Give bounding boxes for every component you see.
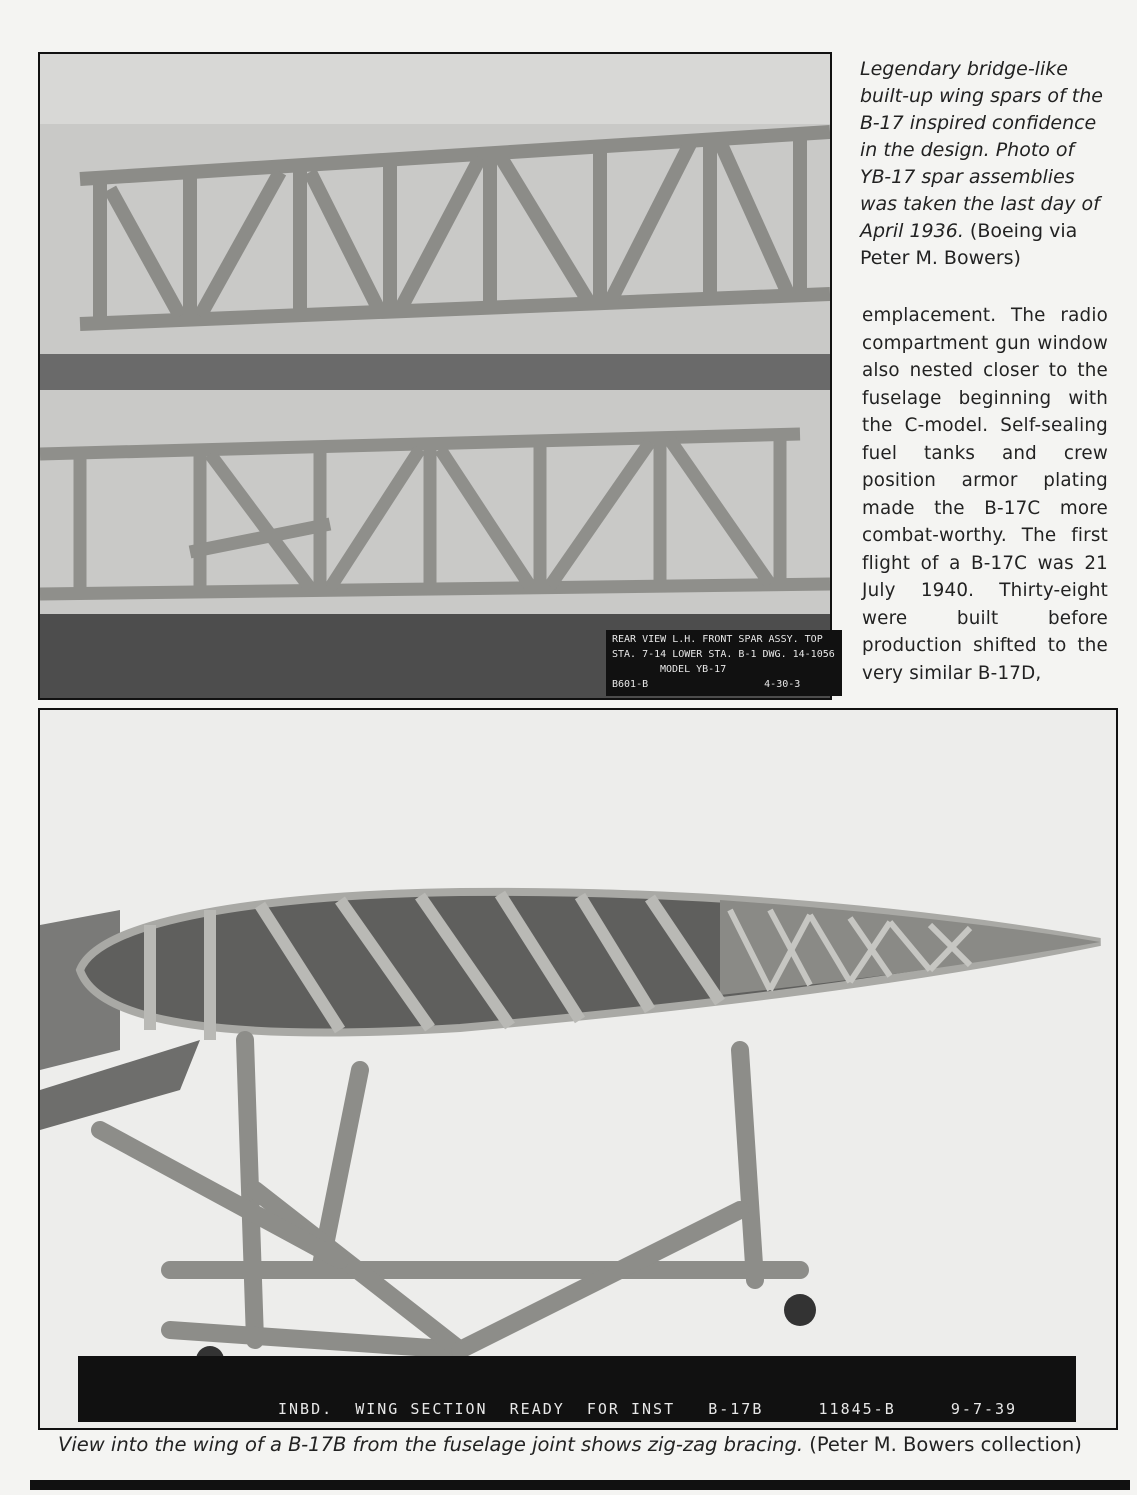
negative-id-plate xyxy=(606,630,842,696)
spar-assemblies-photo xyxy=(38,52,832,700)
plate-negative-number: B601-B xyxy=(612,679,649,690)
plate-date: 4-30-3 xyxy=(764,679,801,690)
wing-section-drawing xyxy=(40,710,1116,1428)
plate-line-3: MODEL YB-17 xyxy=(660,664,727,675)
bottom-rule xyxy=(30,1480,1130,1490)
plate-line-1: REAR VIEW L.H. FRONT SPAR ASSY. TOP xyxy=(612,634,823,645)
caption-text: Legendary bridge-like built-up wing spars of the B-17 inspired confidence in the design. Photo of YB-17 spar assemblies was taken the last day of April 1936. xyxy=(860,58,1103,242)
photo-id-plate xyxy=(78,1356,1076,1422)
spar-photo-caption xyxy=(860,56,1110,272)
plate-line-2: STA. 7-14 LOWER STA. B-1 DWG. 14-1056 xyxy=(612,649,835,660)
spar-truss-drawing xyxy=(40,54,830,698)
wing-photo-caption xyxy=(58,1433,1118,1456)
article-body-text: emplacement. The radio compartment gun window also nested closer to the fuselage beginning with the C-model. Self-sealing fuel tanks and crew position armor plating made the B-17C more combat-worthy. The first flight of a B-17C was 21 July 1940. Thirty-eight were built before production shifted to the very similar B-17D, xyxy=(862,305,1108,684)
caption-credit: (Boeing via Peter M. Bowers) xyxy=(860,220,1078,269)
caption-credit: (Peter M. Bowers collection) xyxy=(803,1433,1082,1456)
wing-section-photo xyxy=(38,708,1118,1430)
plate-text: INBD. WING SECTION READY FOR INST B-17B 11845-B 9-7-39 xyxy=(278,1400,1018,1418)
caption-text: View into the wing of a B-17B from the fuselage joint shows zig-zag bracing. xyxy=(58,1433,804,1456)
